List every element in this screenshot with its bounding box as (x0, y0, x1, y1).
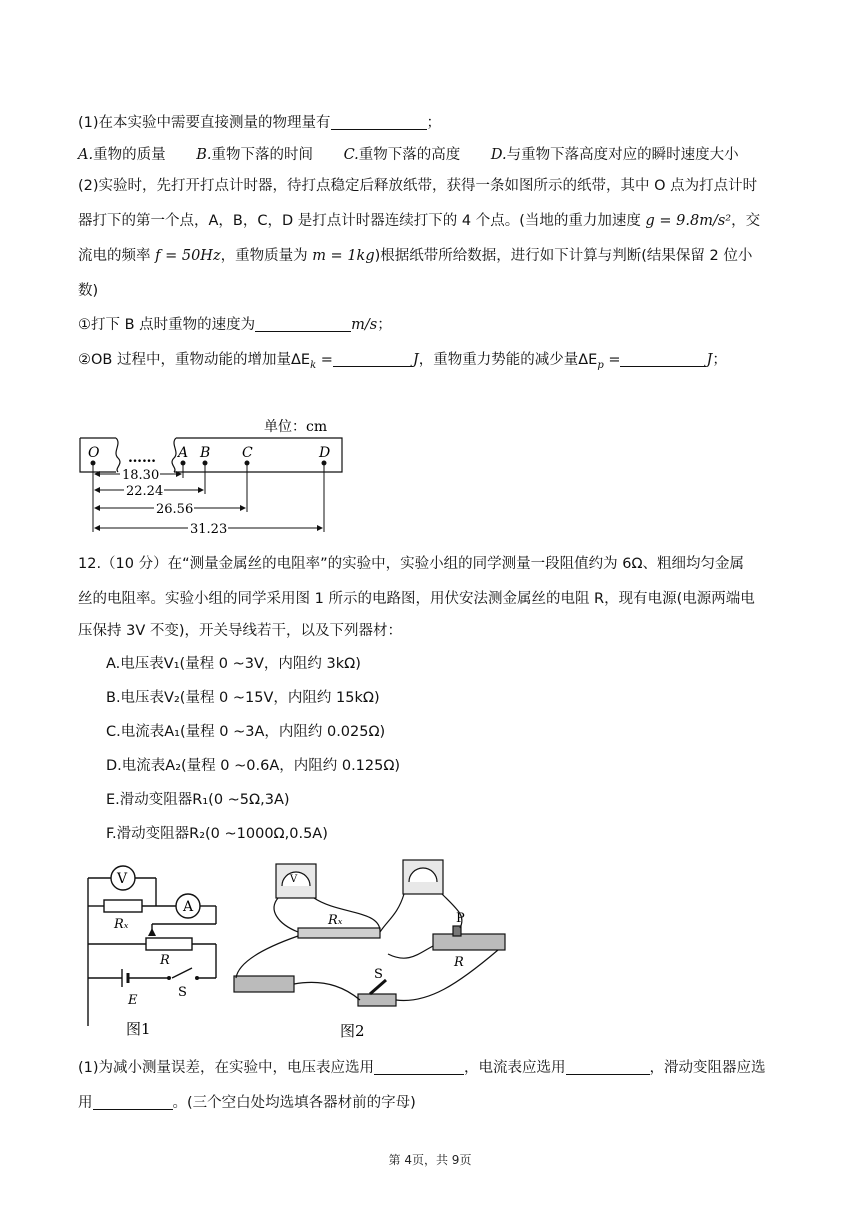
distance-oa: 18.30 (122, 468, 160, 483)
gravity-equation: g = 9.8m/s² (645, 213, 732, 229)
switch-device (358, 994, 396, 1006)
rx-label: Rₓ (114, 917, 129, 932)
ammeter-answer-blank[interactable] (566, 1060, 650, 1075)
device-r-label: R (454, 955, 464, 970)
option-b: B.重物下落的时间 (196, 147, 313, 163)
device-rx-label: Rₓ (328, 913, 343, 928)
q11-part2-line2: 器打下的第一个点，A，B，C，D 是打点计时器连续打下的 4 个点。(当地的重力加速度 g = 9.8m/s²，交 (78, 213, 761, 229)
device-s-label: S (374, 967, 383, 982)
option-d: D.与重物下落高度对应的瞬时速度大小 (490, 147, 739, 163)
answer-blank[interactable] (620, 352, 706, 367)
answer-blank[interactable] (333, 352, 413, 367)
q12-line1: 12.（10 分）在“测量金属丝的电阻率”的实验中，实验小组的同学测量一段阻值约为 6Ω、粗细均匀金属 (78, 556, 745, 572)
ammeter-label: A (183, 899, 194, 915)
point-d-label: D (319, 445, 331, 461)
battery-holder (234, 976, 294, 992)
distance-ob: 22.24 (126, 484, 164, 499)
answer-blank[interactable] (331, 115, 427, 130)
q11-part1-end: ； (426, 115, 442, 131)
frequency-equation: f = 50Hz (155, 248, 221, 264)
q11-sub1: ①打下 B 点时重物的速度为 m/s； (78, 317, 392, 333)
q11-sub2: ②OB 过程中，重物动能的增加量$\Delta E_k = J$，重物重力势能的减少量$\Delta E_p = J$； (78, 352, 727, 371)
fig2-caption: 图2 (340, 1022, 365, 1040)
equipment-a: A.电压表V₁(量程 0 ~3V，内阻约 3kΩ) (106, 656, 361, 672)
battery-label: E (128, 993, 138, 1008)
q12-line2: 丝的电阻率。实验小组的同学采用图 1 所示的电路图，用伏安法测金属丝的电阻 R，现有电源(电源两端电 (78, 591, 755, 607)
option-a: A.重物的质量 (78, 147, 166, 163)
paper-tape-figure (76, 412, 346, 538)
q11-part1 (78, 113, 441, 133)
tape-dots: …… (128, 450, 156, 466)
equipment-f: F.滑动变阻器R₂(0 ~1000Ω,0.5A) (106, 826, 328, 842)
q12-line3: 压保持 3V 不变)，开关导线若干，以及下列器材： (78, 623, 403, 639)
option-c: C.重物下落的高度 (343, 147, 461, 163)
point-a-label: A (178, 445, 189, 461)
rheostat-device (433, 934, 505, 950)
point-o-label: O (88, 445, 100, 461)
apparatus-photo-fig2 (228, 854, 518, 1042)
circuit-diagram-fig1 (76, 858, 226, 1040)
distance-od: 31.23 (190, 522, 228, 537)
fig1-caption: 图1 (126, 1020, 151, 1038)
q11-part1-text: (1)在本实验中需要直接测量的物理量有 (78, 115, 331, 131)
page-footer: 第 4页，共 9页 (388, 1153, 472, 1167)
point-b-label: B (200, 445, 211, 461)
q11-part2-line3: 流电的频率 f = 50Hz，重物质量为 m = 1kg)根据纸带所给数据，进行如下计算与判断(结果保留 2 位小 (78, 248, 753, 264)
slider-p-label: P (456, 911, 465, 926)
equipment-d: D.电流表A₂(量程 0 ~0.6A，内阻约 0.125Ω) (106, 758, 401, 774)
answer-blank[interactable] (255, 317, 351, 332)
equipment-b: B.电压表V₂(量程 0 ~15V，内阻约 15kΩ) (106, 690, 380, 706)
equipment-c: C.电流表A₁(量程 0 ~3A，内阻约 0.025Ω) (106, 724, 386, 740)
rheostat-answer-blank[interactable] (93, 1095, 173, 1110)
q11-part2-line4: 数) (78, 283, 99, 299)
distance-oc: 26.56 (156, 502, 194, 517)
q11-part2-line1: (2)实验时，先打开打点计时器，待打点稳定后释放纸带，获得一条如图所示的纸带，其中 O 点为打点计时 (78, 178, 758, 194)
q11-options (78, 145, 765, 165)
rheostat-label: R (160, 953, 170, 968)
point-c-label: C (242, 445, 253, 461)
mass-equation: m = 1kg (312, 248, 375, 264)
rx-wire-board (298, 928, 380, 938)
unit-label: 单位：cm (264, 419, 328, 435)
voltmeter-answer-blank[interactable] (374, 1060, 464, 1075)
q12-part1-line2: 用 。(三个空白处均选填各器材前的字母) (78, 1095, 416, 1111)
device-v-label: V (290, 874, 298, 885)
equipment-e: E.滑动变阻器R₁(0 ~5Ω,3A) (106, 792, 290, 808)
switch-label: S (178, 985, 187, 1000)
q12-part1-line1: (1)为减小测量误差，在实验中，电压表应选用 ，电流表应选用 ，滑动变阻器应选 (78, 1060, 766, 1076)
voltmeter-label: V (117, 871, 128, 887)
